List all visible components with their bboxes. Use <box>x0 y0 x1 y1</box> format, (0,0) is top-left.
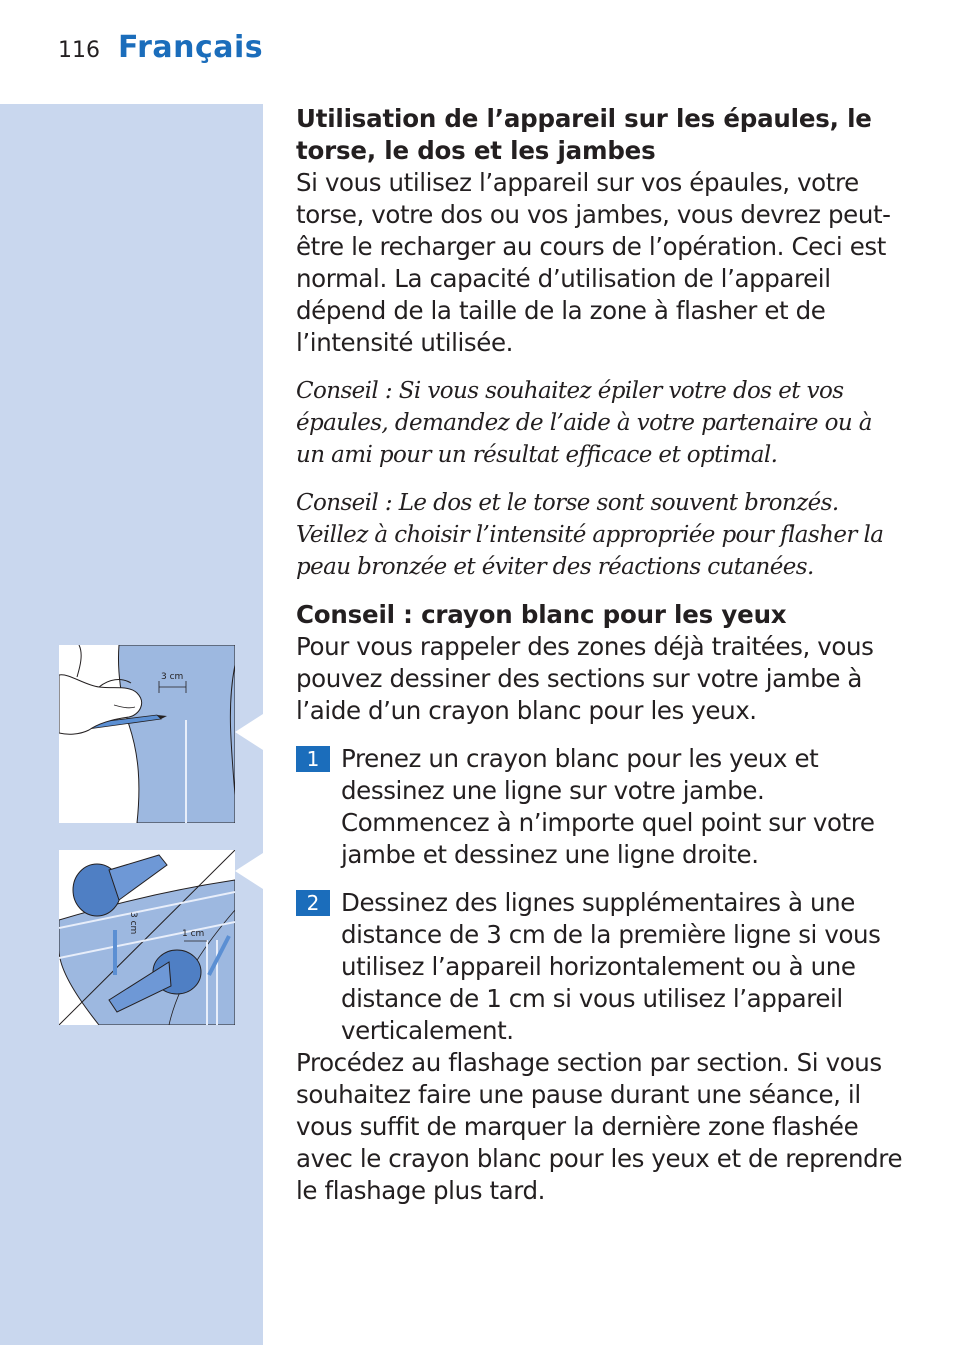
page-number: 116 <box>58 38 100 63</box>
main-content <box>296 103 906 1207</box>
device-lines-illustration <box>59 850 235 1025</box>
step-item <box>296 743 906 871</box>
section-body: Si vous utilisez l’appareil sur vos épaules, votre torse, votre dos ou vos jambes, vous devrez peut-être le recharger au cours de l’opération. Ceci est normal. La capacité d’utilisation de l’appareil dépend de la taille de la zone à flasher et de l’intensité utilisée. <box>296 168 891 357</box>
pencil-drawing-illustration <box>59 645 235 823</box>
illustration-pointer <box>235 853 263 889</box>
dimension-label-3cm-vertical: 3 cm <box>128 912 138 935</box>
section-heading: Utilisation de l’appareil sur les épaules, le torse, le dos et les jambes <box>296 104 872 165</box>
pencil-outro: Procédez au flashage section par section. Si vous souhaitez faire une pause durant une séance, il vous suffit de marquer la dernière zone flashée avec le crayon blanc pour les yeux et de reprendre le flashage plus tard. <box>296 1048 903 1205</box>
tip-paragraph: Conseil : Le dos et le torse sont souvent bronzés. Veillez à choisir l’intensité appropriée pour flasher la peau bronzée et éviter des réactions cutanées. <box>296 490 884 580</box>
step-number-badge: 1 <box>296 746 330 772</box>
dimension-label-3cm: 3 cm <box>161 672 184 682</box>
pencil-heading: Conseil : crayon blanc pour les yeux <box>296 600 787 629</box>
step-item <box>296 887 906 1047</box>
tip-paragraph: Conseil : Si vous souhaitez épiler votre dos et vos épaules, demandez de l’aide à votre partenaire ou à un ami pour un résultat efficace et optimal. <box>296 378 872 468</box>
illustration-pointer <box>235 714 263 750</box>
step-text: Prenez un crayon blanc pour les yeux et dessinez une ligne sur votre jambe. Commencez à n’importe quel point sur votre jambe et dessinez une ligne droite. <box>341 744 875 869</box>
step-text: Dessinez des lignes supplémentaires à une distance de 3 cm de la première ligne si vous utilisez l’appareil horizontalement ou à une distance de 1 cm si vous utilisez l’appareil verticalement. <box>341 888 881 1045</box>
pencil-intro: Pour vous rappeler des zones déjà traitées, vous pouvez dessiner des sections sur votre jambe à l’aide d’un crayon blanc pour les yeux. <box>296 632 874 725</box>
dimension-label-1cm: 1 cm <box>182 929 205 939</box>
language-title: Français <box>118 30 264 65</box>
step-number-badge: 2 <box>296 890 330 916</box>
